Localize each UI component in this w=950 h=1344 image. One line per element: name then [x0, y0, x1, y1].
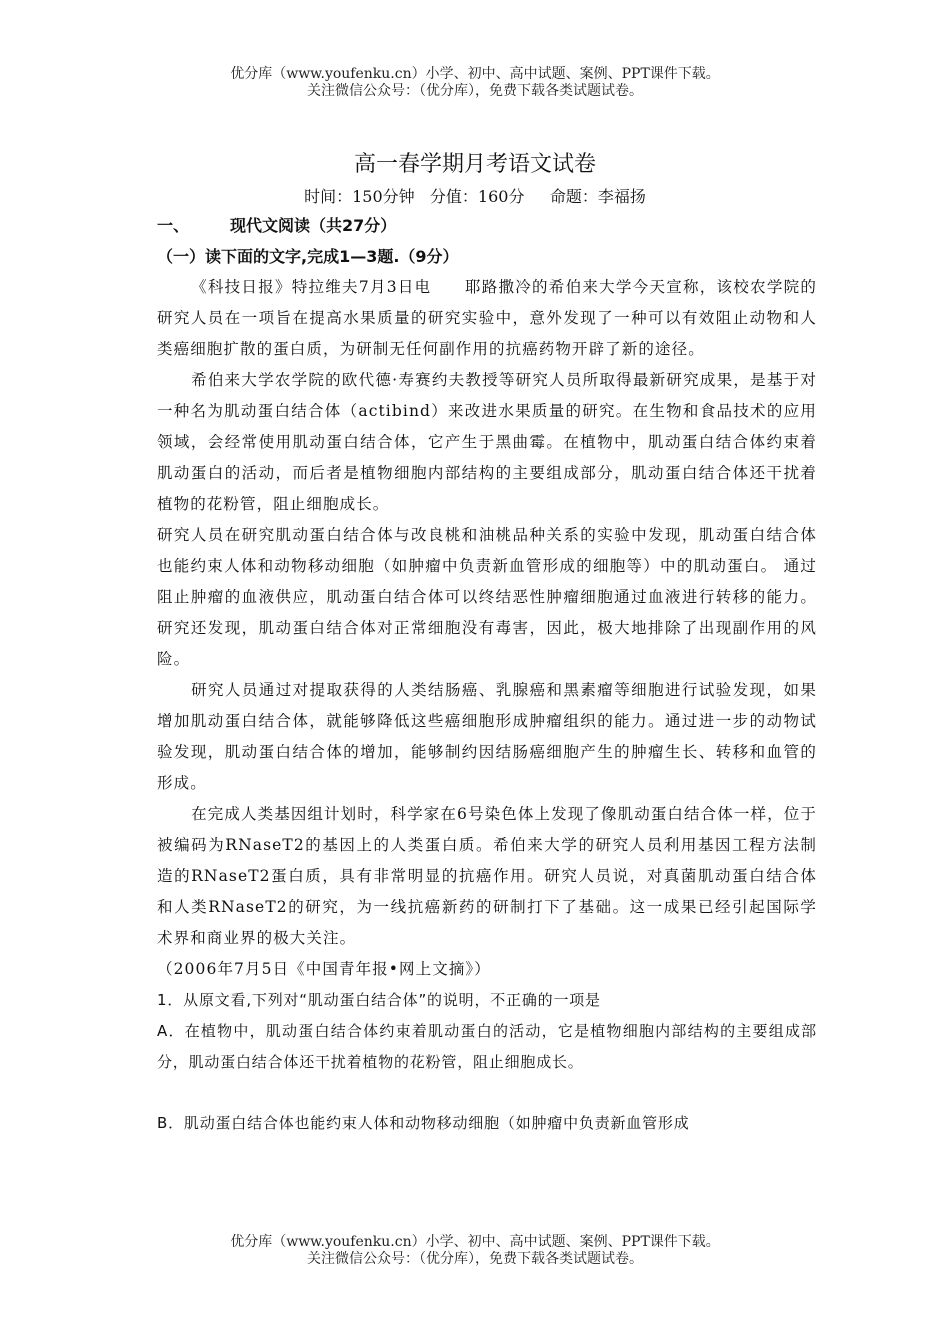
section-heading — [157, 213, 396, 239]
question-1-option-a: A．在植物中，肌动蛋白结合体约束着肌动蛋白的活动，它是植物细胞内部结构的主要组成部分，肌动蛋白结合体还干扰着植物的花粉管，阻止细胞成长。 — [157, 1022, 817, 1071]
section-title: 现代文阅读（共27分） — [230, 216, 397, 235]
header-line-1: 优分库（www.youfenku.cn）小学、初中、高中试题、案例、PPT课件下载。 — [230, 66, 720, 82]
reading-passage — [157, 272, 817, 1139]
page-header — [0, 66, 950, 100]
question-1-option-b: B．肌动蛋白结合体也能约束人体和动物移动细胞（如肿瘤中负责新血管形成 — [157, 1114, 690, 1132]
exam-meta: 时间：150分钟 分值：160分 命题：李福扬 — [304, 187, 646, 206]
passage-paragraph-1: 《科技日报》特拉维夫7月3日电 耶路撒冷的希伯来大学今天宣称，该校农学院的研究人员在一项旨在提高水果质量的研究实验中，意外发现了一种可以有效阻止动物和人类癌细胞扩散的蛋白质，为研制无任何副作用的抗癌药物开辟了新的途径。 — [157, 278, 817, 358]
passage-paragraph-3: 研究人员在研究肌动蛋白结合体与改良桃和油桃品种关系的实验中发现，肌动蛋白结合体也能约束人体和动物移动细胞（如肿瘤中负责新血管形成的细胞等）中的肌动蛋白。 通过阻止肿瘤的血液供应，肌动蛋白结合体可以终结恶性肿瘤细胞通过血液进行转移的能力。研究还发现，肌动蛋白结合体对正常细胞没有毒害，因此，极大地排除了出现副作用的风险。 — [157, 526, 817, 668]
page-footer — [0, 1234, 950, 1268]
header-line-2: 关注微信公众号：（优分库），免费下载各类试题试卷。 — [307, 83, 643, 99]
subsection-heading: （一）读下面的文字,完成1—3题.（9分） — [157, 247, 459, 266]
passage-paragraph-2: 希伯来大学农学院的欧代德·寿赛约夫教授等研究人员所取得最新研究成果，是基于对一种名为肌动蛋白结合体（actibind）来改进水果质量的研究。在生物和食品技术的应用领域，会经常使用肌动蛋白结合体，它产生于黑曲霉。在植物中，肌动蛋白结合体约束着肌动蛋白的活动，而后者是植物细胞内部结构的主要组成部分，肌动蛋白结合体还干扰着植物的花粉管，阻止细胞成长。 — [157, 371, 817, 513]
passage-source: （2006年7月5日《中国青年报•网上文摘》） — [157, 960, 491, 978]
question-1-stem: 1．从原文看,下列对“肌动蛋白结合体”的说明，不正确的一项是 — [157, 991, 601, 1009]
passage-paragraph-5: 在完成人类基因组计划时，科学家在6号染色体上发现了像肌动蛋白结合体一样，位于被编码为RNaseT2的基因上的人类蛋白质。希伯来大学的研究人员利用基因工程方法制造的RNaseT2蛋白质，具有非常明显的抗癌作用。研究人员说，对真菌肌动蛋白结合体和人类RNaseT2的研究，为一线抗癌新药的研制打下了基础。这一成果已经引起国际学术界和商业界的极大关注。 — [157, 805, 817, 947]
section-number: 一、 — [157, 216, 190, 235]
footer-line-1: 优分库（www.youfenku.cn）小学、初中、高中试题、案例、PPT课件下载。 — [230, 1234, 720, 1250]
passage-paragraph-4: 研究人员通过对提取获得的人类结肠癌、乳腺癌和黑素瘤等细胞进行试验发现，如果增加肌动蛋白结合体，就能够降低这些癌细胞形成肿瘤组织的能力。通过进一步的动物试验发现，肌动蛋白结合体的增加，能够制约因结肠癌细胞产生的肿瘤生长、转移和血管的形成。 — [157, 681, 817, 792]
footer-line-2: 关注微信公众号：（优分库），免费下载各类试题试卷。 — [307, 1251, 643, 1267]
exam-title: 高一春学期月考语文试卷 — [353, 152, 596, 177]
